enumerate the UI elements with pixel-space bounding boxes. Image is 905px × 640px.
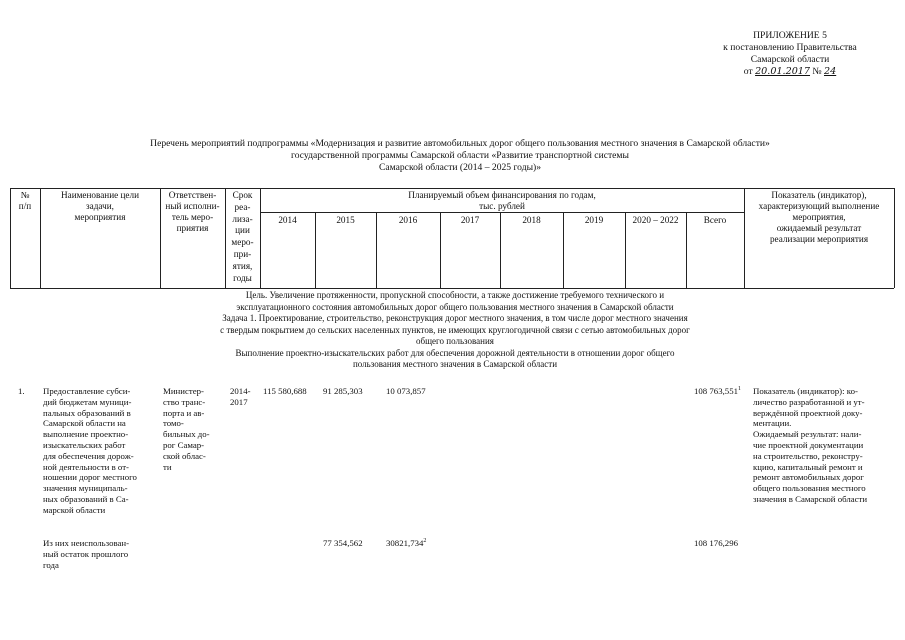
row1-name-line: дий бюджетам муници-	[43, 396, 132, 407]
header-term-line: при-	[233, 248, 252, 259]
row1-resp-line: порта и ав-	[163, 407, 205, 418]
row1-name	[43, 386, 158, 516]
row1-total-value: 108 763,551	[694, 386, 738, 396]
appendix-block	[690, 30, 890, 78]
row1-value-2016: 10 073,857	[386, 386, 426, 396]
header-indicator-line: реализации мероприятия	[769, 234, 869, 244]
grid-line	[894, 188, 895, 288]
header-year-2016: 2016	[398, 215, 418, 225]
header-resp-line: Ответствен-	[168, 190, 217, 200]
header-finance	[260, 190, 744, 212]
header-year-2015: 2015	[336, 215, 355, 225]
row1-indicator-line: на строительство, реконстру-	[753, 450, 863, 461]
row1-resp-line: рог Самар-	[163, 439, 205, 450]
section-line: общего пользования	[416, 336, 494, 346]
header-name-line: мероприятия	[74, 212, 126, 222]
row1-resp-line: бильных до-	[163, 429, 210, 440]
appendix-line-2: к постановлению Правительства	[723, 42, 857, 53]
row1-name-line: пальных образований в	[43, 407, 131, 418]
section-line: Задача 1. Проектирование, строительство, реконструкция дорог местного значения, в том числе дорог местного значения	[222, 313, 688, 323]
row2-name-line: ный остаток прошлого	[43, 548, 129, 559]
row1-indicator-line: кцию, капитальный ремонт и	[753, 461, 863, 472]
row1-responsible	[163, 386, 225, 472]
header-resp-line: ный исполни-	[165, 201, 220, 211]
row1-indicator-line: ремонт автомобильных дорог	[753, 472, 864, 483]
header-year-2019: 2019	[584, 215, 604, 225]
header-term-line: лиза-	[232, 213, 253, 224]
row1-name-line: ной деятельности в от-	[43, 461, 129, 472]
section-line: пользования местного значения в Самарской области	[352, 359, 558, 369]
row1-indicator-line: Показатель (индикатор): ко-	[753, 386, 858, 396]
header-responsible	[160, 190, 225, 234]
row1-name-line: марской области	[43, 504, 106, 515]
row1-name-line: ношении дорог местного	[43, 472, 137, 483]
title-line-2: государственной программы Самарской области «Развитие транспортной системы	[291, 150, 629, 161]
appendix-line-1: ПРИЛОЖЕНИЕ 5	[753, 30, 827, 41]
title-line-1: Перечень мероприятий подпрограммы «Модернизация и развитие автомобильных дорог общего пользования местного значения в Самарской области»	[150, 138, 770, 149]
row1-term-line: 2014-	[230, 386, 251, 396]
header-resp-line: приятия	[176, 223, 209, 233]
row1-term	[230, 386, 251, 408]
footnote-mark: 1	[737, 386, 741, 393]
row1-resp-line: томо-	[163, 418, 184, 429]
appendix-number: 24	[823, 66, 837, 77]
row2-value-2016	[386, 538, 426, 549]
row1-name-line: Самарской области на	[43, 418, 126, 429]
section-headings	[110, 290, 800, 371]
row1-resp-line: ти	[163, 461, 172, 472]
row1-name-line: выполнение проектно-	[43, 429, 129, 440]
row1-total	[694, 386, 741, 397]
row2-name-line: Из них неиспользован-	[43, 538, 130, 548]
row1-indicator-line: общего пользования местного	[753, 483, 866, 494]
header-name-line: задачи,	[86, 201, 114, 211]
header-num	[10, 190, 40, 212]
header-resp-line: тель меро-	[171, 212, 214, 222]
header-name	[40, 190, 160, 223]
row1-indicator-line: верждённой проектной доку-	[753, 407, 863, 418]
appendix-line-3: Самарской области	[750, 54, 830, 65]
section-line: Цель. Увеличение протяженности, пропускной способности, а также достижение требуемого технического и	[245, 290, 665, 300]
row1-name-line: Предоставление субси-	[43, 386, 131, 396]
header-indicator	[744, 190, 894, 245]
header-indicator-line: мероприятия,	[792, 212, 846, 222]
header-term-line: меро-	[231, 237, 254, 248]
header-term-line: реа-	[234, 201, 251, 212]
row2-name	[43, 538, 158, 570]
header-term-line: ции	[235, 225, 250, 236]
header-term-line: годы	[233, 272, 252, 283]
header-finance-line: тыс. рублей	[479, 201, 525, 211]
row1-value-2015: 91 285,303	[323, 386, 363, 396]
header-num-line: п/п	[18, 201, 32, 211]
footnote-mark: 2	[423, 538, 427, 545]
row1-indicator-line: Ожидаемый результат: нали-	[753, 429, 862, 440]
appendix-date: 20.01.2017	[755, 66, 811, 77]
row1-term-line: 2017	[230, 396, 248, 407]
row2-total: 108 176,296	[694, 538, 738, 548]
row1-indicator-line: чие проектной документации	[753, 439, 864, 450]
finance-header-divider	[260, 212, 744, 213]
header-indicator-line: характеризующий выполнение	[758, 201, 880, 211]
header-year-2018: 2018	[522, 215, 541, 225]
row1-name-line: изыскательских работ	[43, 439, 126, 450]
section-line: с твердым покрытием до сельских населенных пунктов, не имеющих круглогодичной связи с сетью автомобильных дорог	[220, 324, 690, 335]
document-title	[60, 138, 860, 174]
number-label: №	[812, 66, 822, 77]
row1-name-line: для обеспечения дорож-	[43, 450, 134, 461]
row2-value-2016-text: 30821,734	[386, 538, 424, 548]
row1-resp-line: ской облас-	[163, 450, 206, 461]
row1-indicator-line: личество разработанной и ут-	[753, 396, 865, 407]
header-finance-line: Планируемый объем финансирования по годам,	[408, 190, 596, 200]
title-line-3: Самарской области (2014 – 2025 годы)»	[378, 162, 542, 173]
row1-name-line: ных образований в Са-	[43, 493, 129, 504]
header-indicator-line: ожидаемый результат	[776, 223, 862, 233]
row1-value-2014: 115 580,688	[263, 386, 307, 396]
table-top-border	[10, 188, 894, 189]
row1-resp-line: Министер-	[163, 386, 204, 396]
row1-indicator-line: ментации.	[753, 418, 792, 429]
header-name-line: Наименование цели	[60, 190, 140, 200]
row2-value-2015: 77 354,562	[323, 538, 363, 548]
row1-resp-line: ство транс-	[163, 396, 206, 407]
from-label: от	[743, 66, 753, 77]
header-term-line: ятия,	[232, 260, 253, 271]
header-indicator-line: Показатель (индикатор),	[771, 190, 867, 200]
header-year-2020-2022: 2020 – 2022	[632, 215, 679, 225]
header-year-2017: 2017	[460, 215, 480, 225]
row1-indicator	[753, 386, 891, 505]
appendix-date-line	[690, 66, 890, 78]
row2-name-line: года	[43, 559, 59, 570]
header-year-2014: 2014	[278, 215, 297, 225]
header-term-line: Срок	[232, 190, 253, 200]
header-term	[225, 190, 260, 284]
row1-indicator-line: значения в Самарской области	[753, 493, 868, 504]
row1-num: 1.	[18, 386, 25, 396]
row1-name-line: значения муниципаль-	[43, 483, 128, 494]
header-total: Всего	[703, 215, 727, 225]
header-num-line: №	[20, 190, 30, 200]
table-header-bottom-border	[10, 288, 894, 289]
section-line: эксплуатационного состояния автомобильных дорог общего пользования местного значения в Самарской области	[236, 301, 674, 312]
section-line: Выполнение проектно-изыскательских работ для обеспечения дорожной деятельности в отношении дорог общего	[235, 347, 675, 358]
